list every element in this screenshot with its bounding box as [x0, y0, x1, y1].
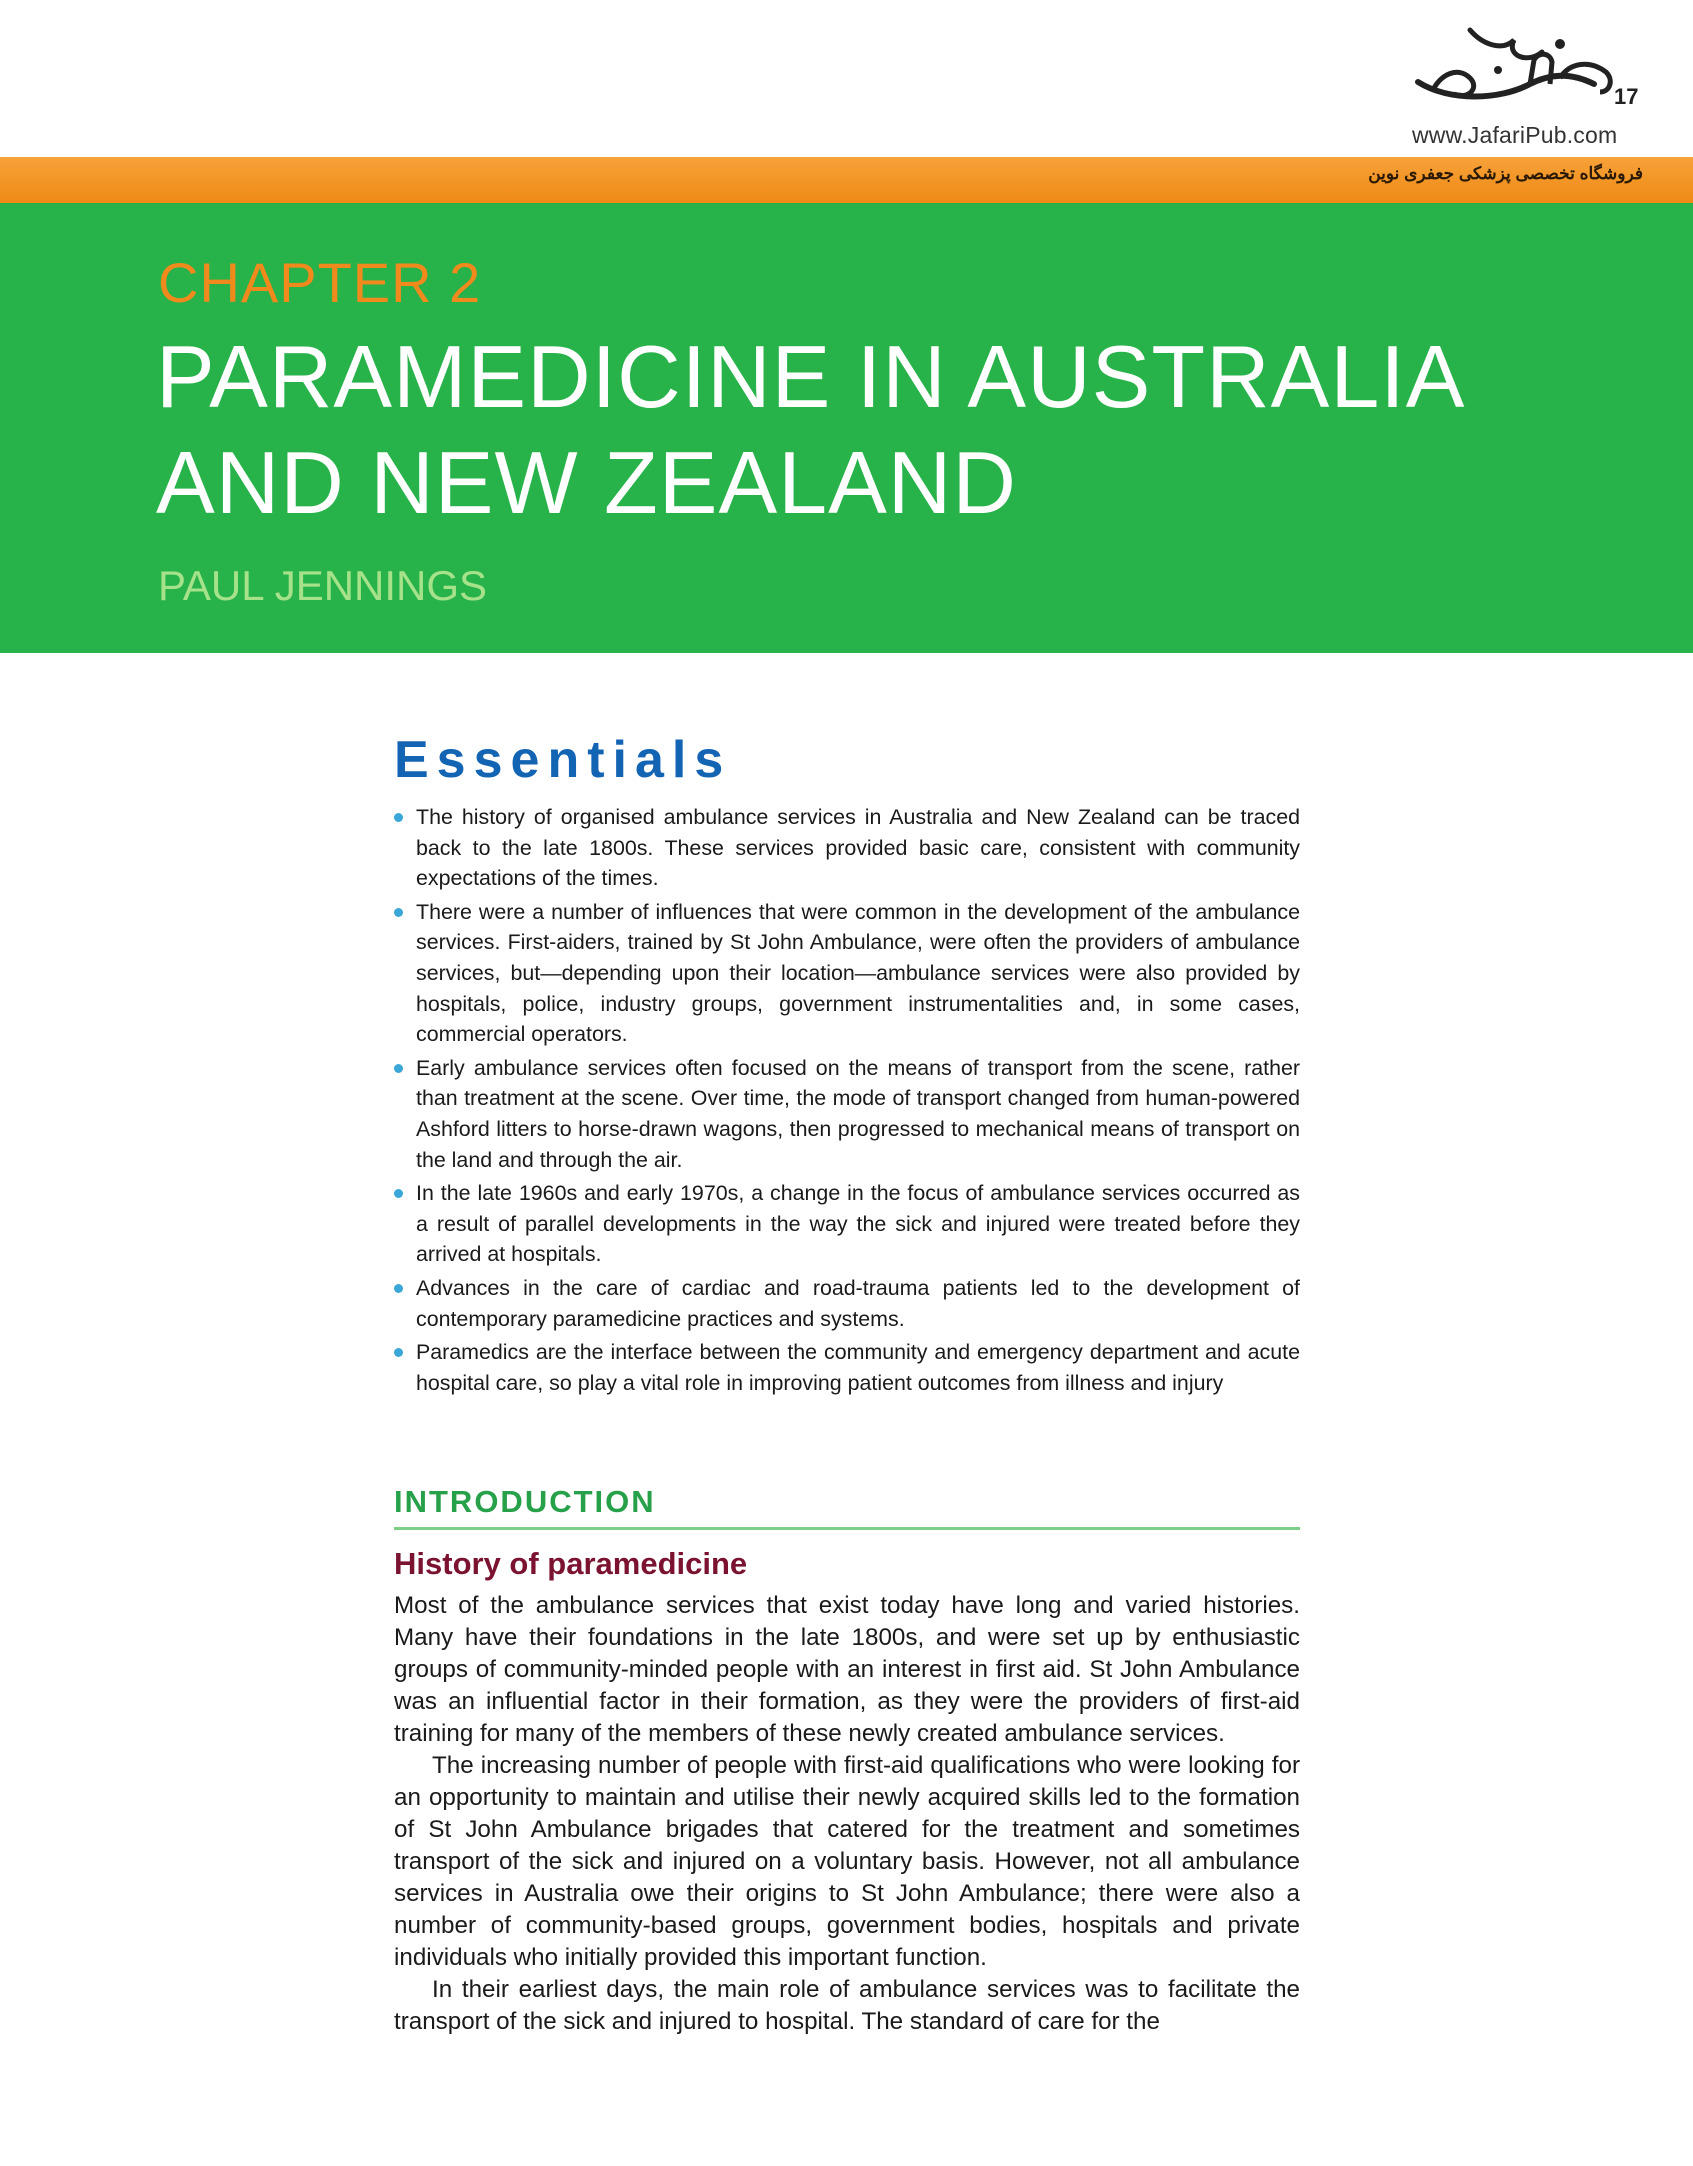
publisher-logo-icon	[1410, 22, 1620, 112]
bullet-icon	[394, 813, 403, 822]
body-text	[394, 1590, 1300, 2038]
list-item	[394, 1273, 1300, 1334]
list-item	[394, 1178, 1300, 1270]
list-item-text: Advances in the care of cardiac and road-trauma patients led to the development of contemporary paramedicine practices and systems.	[416, 1275, 1300, 1331]
bullet-icon	[394, 1284, 403, 1293]
body-paragraph: Most of the ambulance services that exist today have long and varied histories. Many have their foundations in the late 1800s, and were set up by enthusiastic groups of community-minded people with an interest in first aid. St John Ambulance was an influential factor in their formation, as they were the providers of first-aid training for many of the members of these newly created ambulance services.	[394, 1592, 1300, 1747]
list-item-text: Paramedics are the interface between the community and emergency department and acute hospital care, so play a vital role in improving patient outcomes from illness and injury	[416, 1340, 1300, 1395]
body-paragraph: In their earliest days, the main role of ambulance services was to facilitate the transport of the sick and injured to hospital. The standard of care for the	[394, 1976, 1300, 2035]
publisher-url: www.JafariPub.com	[1412, 122, 1618, 148]
body-paragraph: The increasing number of people with first-aid qualifications who were looking for an opportunity to maintain and utilise their newly acquired skills led to the formation of St John Ambulance brigades that catered for the treatment and sometimes transport of the sick and injured on a voluntary basis. However, not all ambulance services in Australia owe their origins to St John Ambulance; there were also a number of community-based groups, government bodies, hospitals and private individuals who initially provided this important function.	[394, 1752, 1300, 1971]
list-item-text: In the late 1960s and early 1970s, a change in the focus of ambulance services occurred as a result of parallel developments in the way the sick and injured were treated before they arrived at hospitals.	[416, 1181, 1300, 1267]
list-item-text: Early ambulance services often focused on the means of transport from the scene, rather than treatment at the scene. Over time, the mode of transport changed from human-powered Ashford litters to horse-drawn wagons, then progressed to mechanical means of transport on the land and through the air.	[416, 1055, 1300, 1172]
introduction-heading: INTRODUCTION	[394, 1484, 656, 1519]
list-item-text: There were a number of influences that were common in the development of the ambulance services. First-aiders, trained by St John Ambulance, were often the providers of ambulance services, but—depending upon their location—ambulance services were also provided by hospitals, police, industry groups, government instrumentalities and, in some cases, commercial operators.	[416, 899, 1300, 1047]
essentials-list	[394, 802, 1300, 1401]
list-item	[394, 897, 1300, 1050]
page-header	[0, 0, 1693, 157]
essentials-heading: Essentials	[394, 731, 732, 789]
chapter-label: CHAPTER 2	[158, 251, 482, 314]
chapter-author: PAUL JENNINGS	[158, 562, 488, 609]
section-divider	[394, 1527, 1300, 1530]
shop-name: فروشگاه تخصصی پزشکی جعفری نوین	[1368, 164, 1643, 183]
list-item	[394, 1337, 1300, 1398]
chapter-title: PARAMEDICINE IN AUSTRALIA AND NEW ZEALAND	[156, 327, 1461, 532]
bullet-icon	[394, 1189, 403, 1198]
bullet-icon	[394, 908, 403, 917]
list-item	[394, 1053, 1300, 1175]
list-item-text: The history of organised ambulance services in Australia and New Zealand can be traced back to the late 1800s. These services provided basic care, consistent with community expectations of the times.	[416, 805, 1300, 891]
bullet-icon	[394, 1064, 403, 1073]
page-number: 17	[1614, 84, 1639, 109]
section-subheading: History of paramedicine	[394, 1546, 748, 1581]
list-item	[394, 802, 1300, 894]
bullet-icon	[394, 1348, 403, 1357]
